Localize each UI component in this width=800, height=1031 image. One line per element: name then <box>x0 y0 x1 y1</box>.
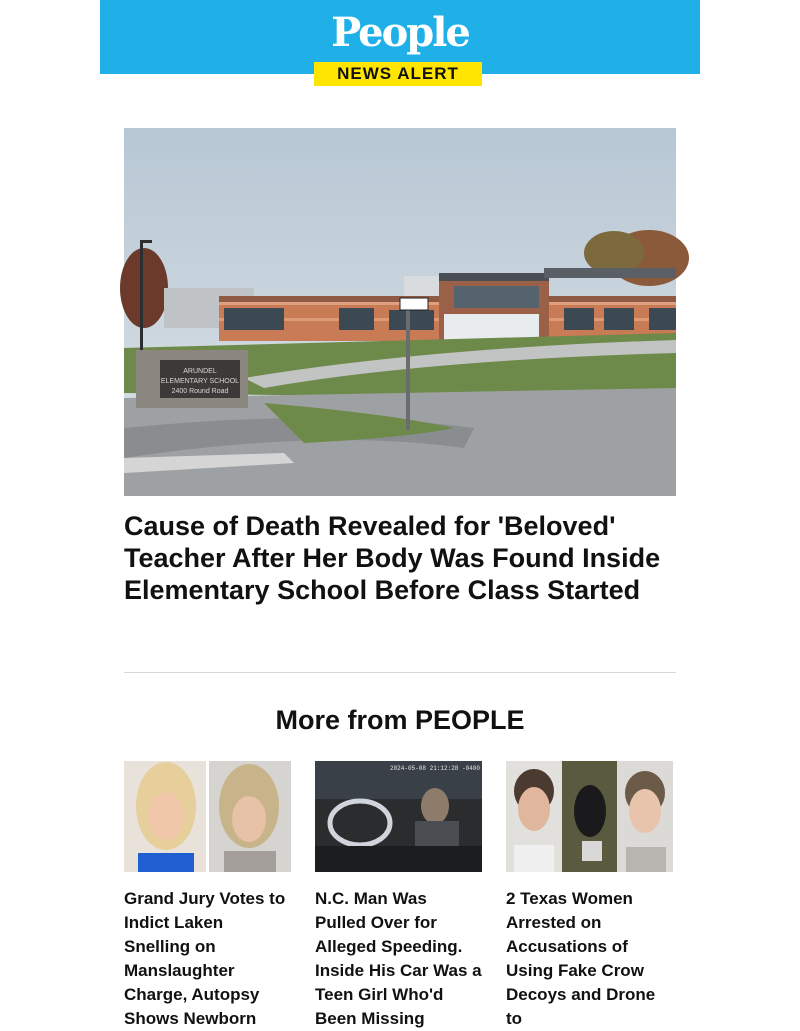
news-alert-badge: NEWS ALERT <box>314 62 482 86</box>
related-card-1[interactable] <box>124 761 291 1031</box>
school-sign-line-2: ELEMENTARY SCHOOL <box>160 378 240 385</box>
dashcam-timestamp: 2024-05-08 21:12:28 -0400 <box>389 765 480 772</box>
school-sign-line-1: ARUNDEL <box>183 368 217 375</box>
related-card-2[interactable] <box>315 761 482 1031</box>
school-sign-line-3: 2400 Round Road <box>171 388 229 395</box>
related-card-2-title[interactable]: N.C. Man Was Pulled Over for Alleged Speeding. Inside His Car Was a Teen Girl Who'd Been Missing <box>315 889 482 1028</box>
related-card-3-title[interactable]: 2 Texas Women Arrested on Accusations of Using Fake Crow Decoys and Drone to <box>506 889 656 1028</box>
hero-image[interactable] <box>124 128 676 496</box>
related-card-3[interactable] <box>506 761 673 1031</box>
two-portraits-photo-icon[interactable] <box>124 761 291 872</box>
related-card-1-title[interactable]: Grand Jury Votes to Indict Laken Snelling on Manslaughter Charge, Autopsy Shows Newborn <box>124 889 286 1028</box>
people-logo[interactable]: People <box>331 9 469 56</box>
article-headline[interactable]: Cause of Death Revealed for 'Beloved' Teacher After Her Body Was Found Inside Elementary School Before Class Started <box>124 511 661 605</box>
more-section-title: More from PEOPLE <box>275 705 525 735</box>
section-divider <box>124 672 676 673</box>
mugshots-and-crow-photo-icon[interactable] <box>506 761 673 872</box>
dashcam-photo-icon[interactable] <box>315 761 482 872</box>
